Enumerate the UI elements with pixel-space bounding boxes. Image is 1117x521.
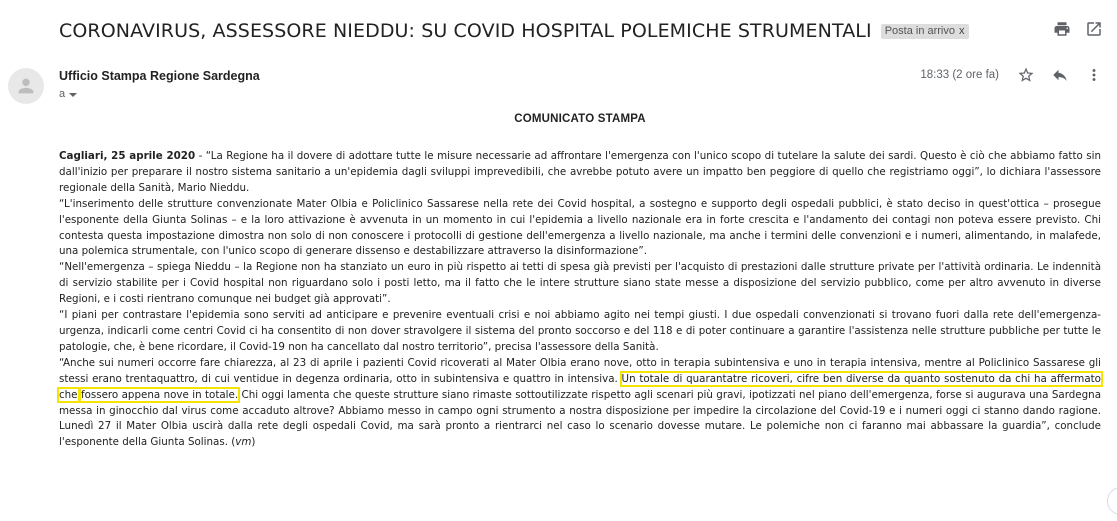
side-panel-toggle[interactable] [1107, 487, 1117, 515]
body-paragraph: “I piani per contrastare l'epidemia sono serviti ad anticipare e prevenire eventuali crisi e noi abbiamo agito nei tempi giusti. I due ospedali convenzionati si trovano fuori dalla rete dell'emergenza-urgenza, indicarli come centri Covid ci ha consentito di non dover stravolgere il sistema del pronto soccorso e del 118 e di poter continuare a garantire l'assistenza nelle strutture pubbliche per tutte le patologie, che, è bene ricordare, il Covid-19 non ha cancellato dal nostro territorio”, precisa l'assessore della Sanità. [59, 309, 1101, 353]
chevron-down-icon [69, 93, 77, 97]
paragraph-text: “Anche sui numeri occorre fare chiarezza, al 23 di aprile i pazienti Covid ricoverati al Mater Olbia erano nove, otto in terapia subintensiva e uno in terapia intensiva, mentre al Policlinico Sassarese gli stessi erano trentaquattro, di cui ventidue in degenza ordinaria, otto in subintensiva e quattro in intensiva. [59, 356, 1101, 385]
body-paragraph [59, 149, 1101, 197]
highlighted-text: Un totale di quarantatre ricoveri, cifre ben diverse da quanto sostenuto da chi ha affermato che [59, 372, 1101, 401]
inbox-label-chip[interactable] [881, 24, 969, 39]
inbox-label-text: Posta in arrivo [884, 24, 955, 37]
sender-avatar[interactable] [8, 68, 44, 104]
press-release-heading: COMUNICATO STAMPA [514, 113, 646, 125]
email-body [59, 149, 1101, 451]
dateline: Cagliari, 25 aprile 2020 [59, 150, 196, 162]
paragraph-text: Chi oggi lamenta che queste strutture siano rimaste sottoutilizzate rispetto agli scenari più gravi, ipotizzati nel piano dell'emergenza, forse si augurava una Sardegna messa in ginocchio dal virus come accaduto altrove? Abbiamo messo in campo ogni strumento a nostra disposizione per impedire la circolazione del Covid-19 e i numeri oggi ci stanno dando ragione. Lunedì 27 il Mater Olbia uscirà dalla rete degli ospedali Covid, ma sarà pronto a rientrarci nel caso lo scenario dovesse mutare. Le polemiche non ci faranno mai abbassare la guardia”, conclude l'esponente della Giunta Solinas. ( [59, 388, 1101, 449]
reply-icon[interactable] [1051, 66, 1069, 84]
message-meta [920, 66, 1103, 84]
thread-actions [1053, 20, 1103, 38]
sender-name[interactable]: Ufficio Stampa Regione Sardegna [59, 69, 260, 83]
remove-label-button[interactable]: x [959, 24, 965, 37]
print-icon[interactable] [1053, 20, 1071, 38]
star-icon[interactable] [1017, 66, 1035, 84]
message-time: 18:33 (2 ore fa) [920, 69, 999, 81]
body-paragraph: “Nell'emergenza – spiega Nieddu – la Regione non ha stanziato un euro in più rispetto ai tetti di spesa già previsti per l'acquisto di prestazioni dalle strutture private per l'attività ordinaria. Le indennità di servizio stabilite per i Covid hospital non riguardano solo i posti letto, ma il fatto che le intere strutture siano state messe a disposizione del servizio pubblico, come per altro avvenuto in diverse Regioni, e i costi rientrano comunque nei budget già approvati”. [59, 261, 1101, 306]
author-initials: vm [235, 436, 252, 449]
body-paragraph [59, 356, 1101, 451]
recipient-label: a [59, 88, 66, 100]
paragraph-text: - “La Regione ha il dovere di adottare tutte le misure necessarie ad affrontare l'emergenza con l'unico scopo di tutelare la salute dei sardi. Questo è ciò che abbiamo fatto sin dall'inizio per preparare il nostro sistema sanitario a un'epidemia dagli sviluppi imprevedibili, che avrebbe potuto avere un impatto ben peggiore di quello che registriamo oggi”, lo dichiara l'assessore regionale della Sanità, Mario Nieddu. [59, 150, 1101, 194]
open-in-new-icon[interactable] [1085, 20, 1103, 38]
person-icon [15, 75, 37, 97]
paragraph-text: ) [251, 436, 256, 449]
email-subject-row [59, 17, 1117, 45]
email-subject: CORONAVIRUS, ASSESSORE NIEDDU: SU COVID HOSPITAL POLEMICHE STRUMENTALI [59, 20, 872, 42]
highlighted-text: fossero appena nove in totale. [80, 388, 239, 401]
body-paragraph: “L'inserimento delle strutture convenzionate Mater Olbia e Policlinico Sassarese nella rete dei Covid hospital, a sostegno e supporto degli ospedali pubblici, è stato deciso in quest'ottica – prosegue l'esponente della Giunta Solinas – e la loro attivazione è avvenuta in un momento in cui l'epidemia a livello nazionale era in forte crescita e l'andamento dei contagi non poteva essere previsto. Chi contesta questa impostazione dimostra non solo di non conoscere i protocolli di gestione dell'emergenza a livello nazionale, ma anche i termini delle convenzioni e i numeri, alimentando, in malafede, una polemica strumentale, con l'unico scopo di generare dissenso e destabilizzare attraverso la disinformazione”. [59, 197, 1101, 258]
more-vert-icon[interactable] [1085, 66, 1103, 84]
recipient-details-toggle[interactable] [59, 88, 77, 100]
